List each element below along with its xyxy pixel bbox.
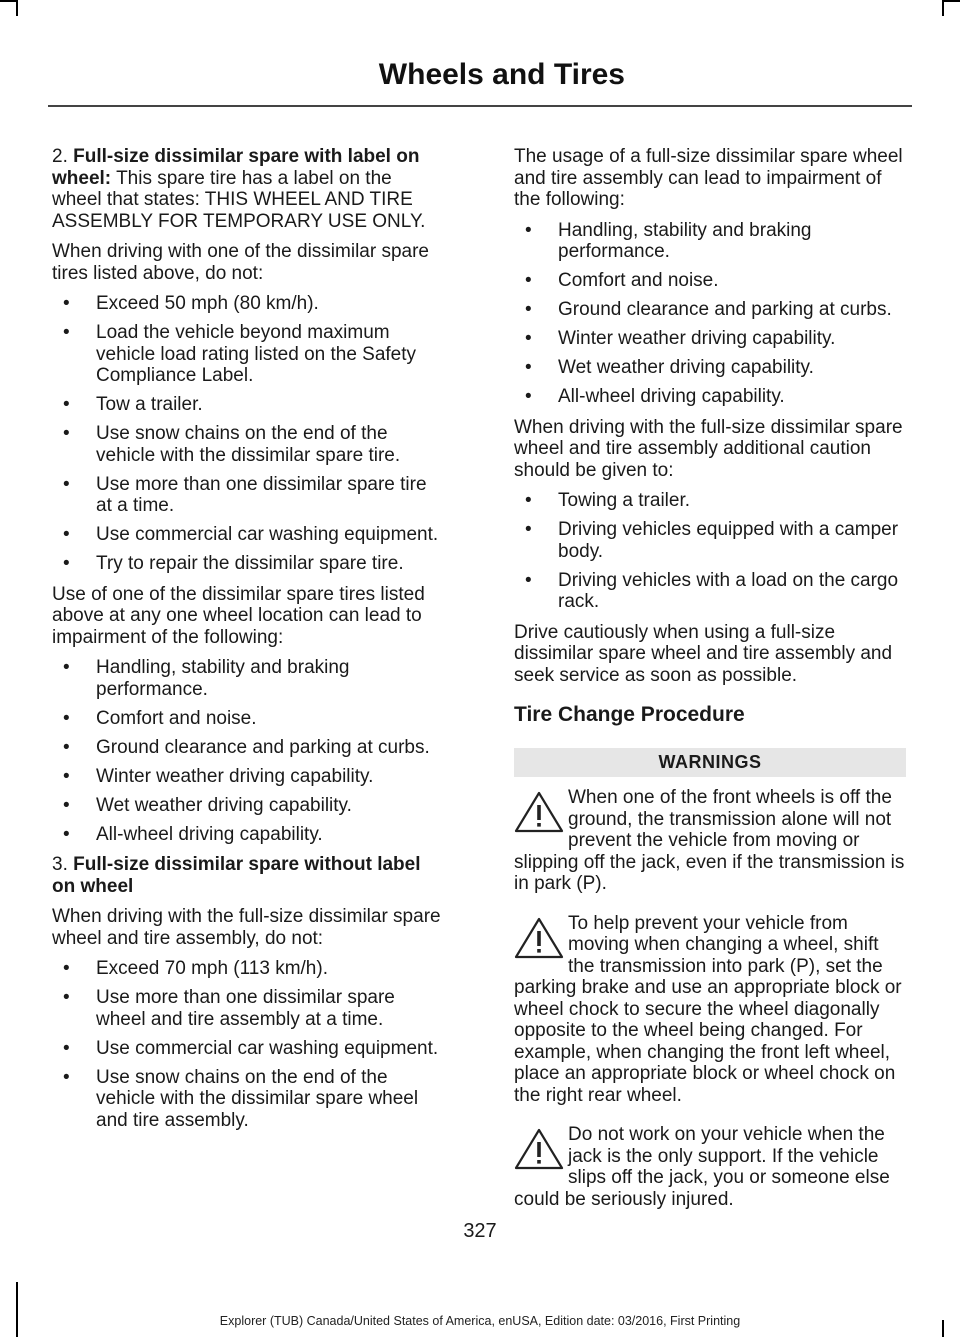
footer-text: Explorer (TUB) Canada/United States of America, enUSA, Edition date: 03/2016, First Printing [219,1314,741,1328]
list-item: • Handling, stability and braking performance. [514,220,906,263]
list-item: • Use more than one dissimilar spare wheel and tire assembly at a time. [52,987,444,1030]
list-item: • Winter weather driving capability. [514,328,906,350]
paragraph: When driving with the full-size dissimilar spare wheel and tire assembly additional caution should be given to: [514,416,903,481]
list-item: • Use commercial car washing equipment. [52,524,444,546]
page-title: Wheels and Tires [378,58,625,91]
list-item: • Load the vehicle beyond maximum vehicle load rating listed on the Safety Compliance Label. [52,322,444,387]
left-column [52,146,444,1140]
bullet-list [52,293,444,575]
list-item: • Wet weather driving capability. [514,357,906,379]
warning-block [514,787,906,895]
list-item: • Wet weather driving capability. [52,795,444,817]
paragraph: When driving with one of the dissimilar spare tires listed above, do not: [52,241,430,284]
crop-mark [944,0,960,2]
list-item: • Ground clearance and parking at curbs. [514,299,906,321]
list-item: • Use snow chains on the end of the vehicle with the dissimilar spare tire. [52,423,444,466]
paragraph: 2. Full-size dissimilar spare with label on wheel: This spare tire has a label on the wheel that states: THIS WHEEL AND TIRE ASSEMBLY FOR TEMPORARY USE ONLY. [52,146,426,232]
warnings-header: WARNINGS [514,748,906,778]
paragraph: Drive cautiously when using a full-size dissimilar spare wheel and tire assembly and seek service as soon as possible. [514,621,893,686]
bullet-list [52,657,444,845]
right-column [514,146,906,1228]
list-item: • All-wheel driving capability. [52,824,444,846]
list-item: • Towing a trailer. [514,490,906,512]
list-item: • Use more than one dissimilar spare tire at a time. [52,474,444,517]
paragraph: The usage of a full-size dissimilar spare wheel and tire assembly can lead to impairment of the following: [514,146,903,210]
list-item: • Handling, stability and braking performance. [52,657,444,700]
list-item: • Exceed 50 mph (80 km/h). [52,293,444,315]
list-item: • Tow a trailer. [52,394,444,416]
list-item: • Driving vehicles equipped with a camper body. [514,519,906,562]
paragraph: 3. Full-size dissimilar spare without label on wheel [52,854,421,897]
warning-block [514,1124,906,1210]
paragraph: When driving with the full-size dissimilar spare wheel and tire assembly, do not: [52,906,441,949]
page-number: 327 [463,1220,497,1242]
list-item: • Comfort and noise. [52,708,444,730]
list-item: • All-wheel driving capability. [514,386,906,408]
crop-mark [942,0,944,16]
warning-text: Do not work on your vehicle when the jack is the only support. If the vehicle slips off the jack, you or someone else could be seriously injured. [514,1124,890,1210]
list-item: • Winter weather driving capability. [52,766,444,788]
warning-block [514,913,906,1107]
warning-triangle-icon [512,787,566,837]
list-item: • Ground clearance and parking at curbs. [52,737,444,759]
warning-triangle-icon [512,1124,566,1174]
list-item: • Comfort and noise. [514,270,906,292]
warning-triangle-icon [512,913,566,963]
list-item: • Use commercial car washing equipment. [52,1038,444,1060]
warning-text: When one of the front wheels is off the ground, the transmission alone will not prevent the vehicle from moving or slipping off the jack, even if the transmission is in park (P). [514,787,905,894]
crop-mark [16,0,18,16]
paragraph: Use of one of the dissimilar spare tires listed above at any one wheel location can lead to impairment of the following: [52,583,425,648]
crop-mark [0,0,16,2]
bullet-list [514,220,906,408]
bullet-list [514,490,906,613]
list-item: • Exceed 70 mph (113 km/h). [52,958,444,980]
list-item: • Try to repair the dissimilar spare tire. [52,553,444,575]
bullet-list [52,958,444,1131]
crop-mark [16,1282,18,1337]
list-item: • Driving vehicles with a load on the cargo rack. [514,570,906,613]
section-heading: Tire Change Procedure [514,703,745,726]
list-item: • Use snow chains on the end of the vehicle with the dissimilar spare wheel and tire assembly. [52,1067,444,1132]
header-rule [48,105,912,107]
warning-text: To help prevent your vehicle from moving when changing a wheel, shift the transmission into park (P), set the parking brake and use an appropriate block or wheel chock to secure the wheel diagonally opposite to the wheel being changed. For example, when changing the front left wheel, place an appropriate block or wheel chock on the right rear wheel. [514,912,902,1106]
